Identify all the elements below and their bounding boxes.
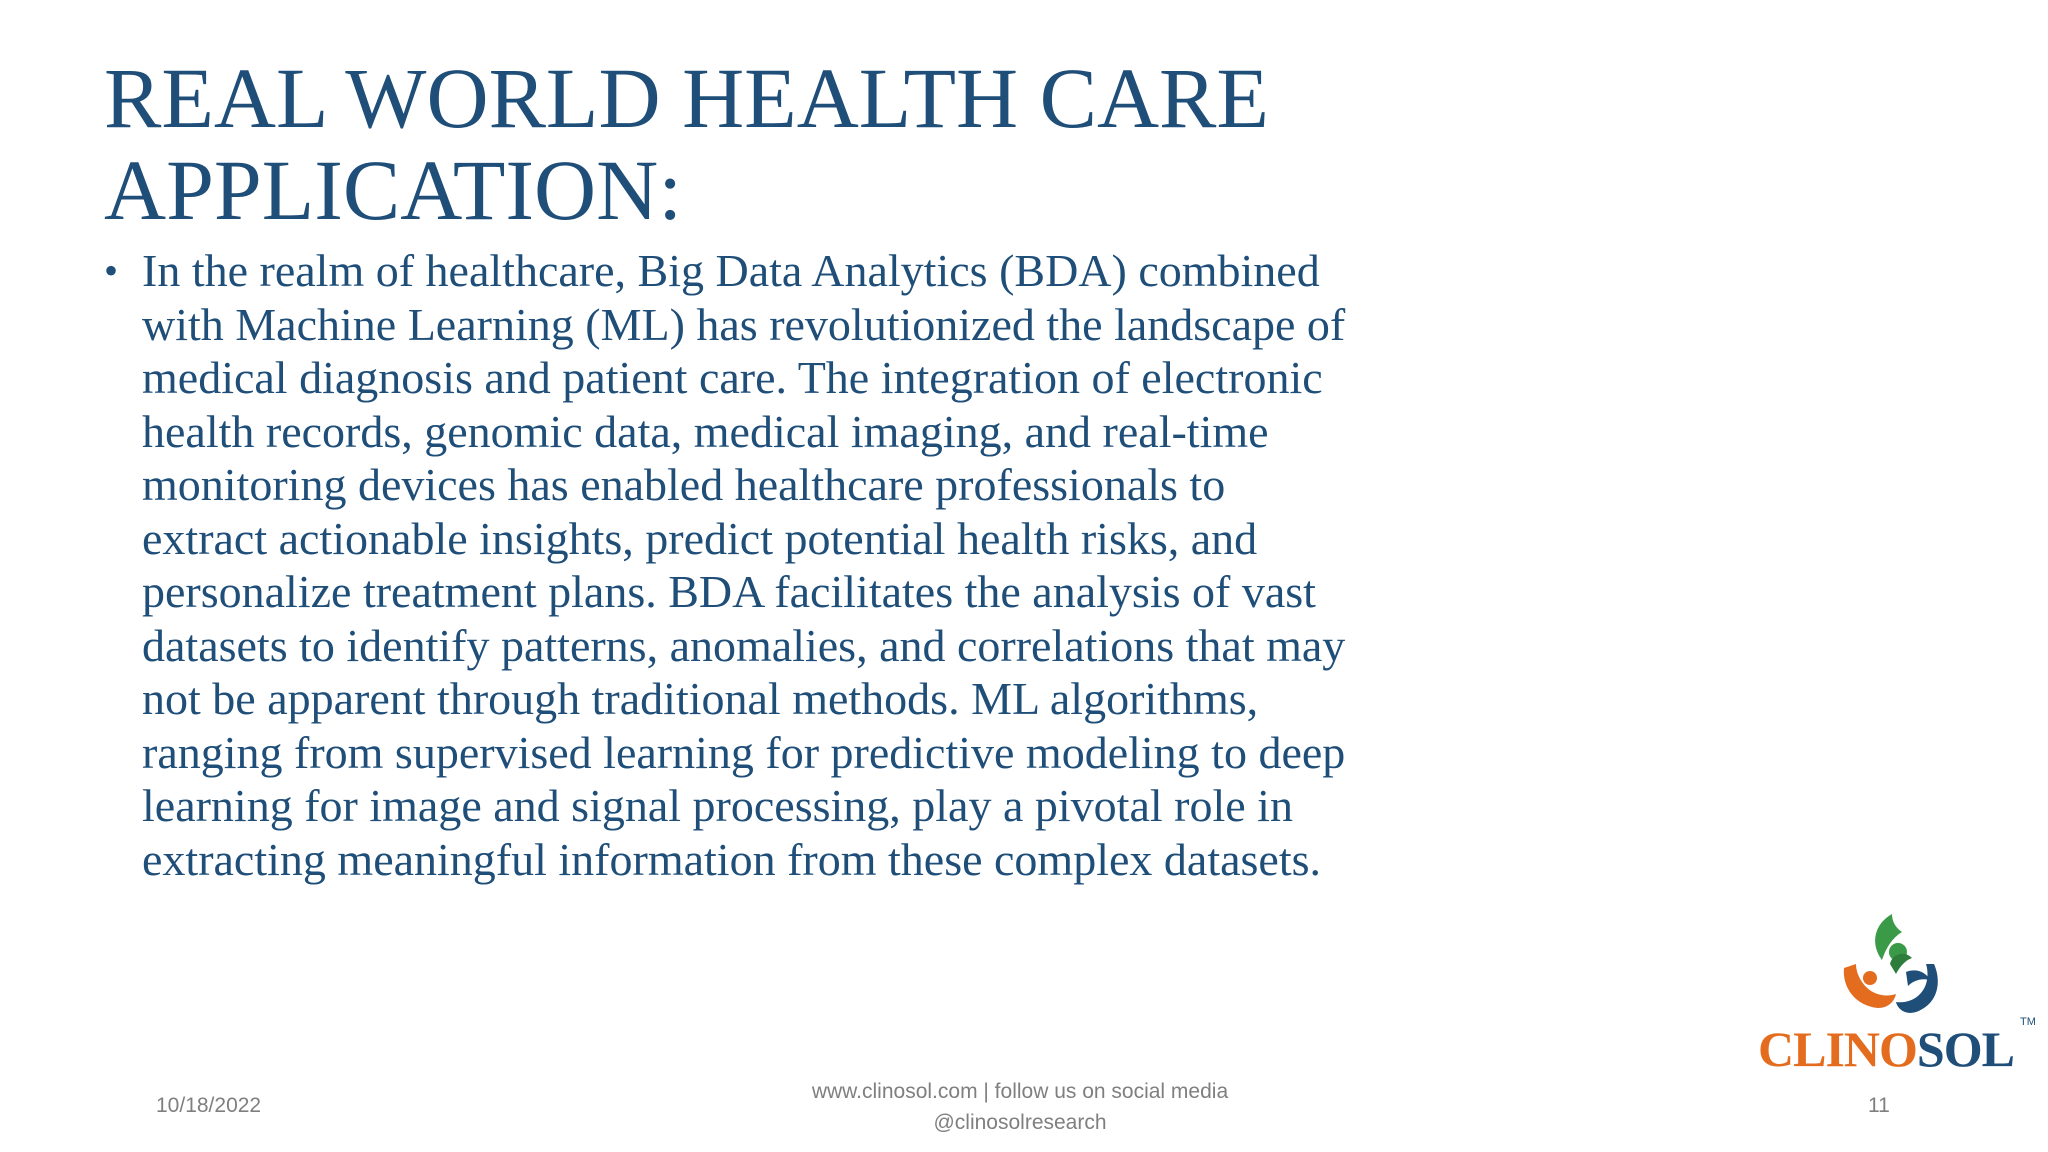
slide-title: [104, 52, 1504, 236]
footer-date: 10/18/2022: [156, 1094, 262, 1117]
clinosol-hands-leaf-icon: [1830, 908, 1960, 1020]
bullet-line-1: In the realm of healthcare, Big Data Analytics (BDA) combined: [142, 245, 1320, 296]
bullet-line-2: with Machine Learning (ML) has revolutionized the landscape of: [142, 298, 1346, 350]
bullet-line-7: personalize treatment plans. BDA facilitates the analysis of vast: [142, 566, 1316, 617]
footer-center-text: [640, 1076, 1400, 1138]
slide-title-line-1: REAL WORLD HEALTH CARE: [104, 50, 1269, 146]
bullet-line-3: medical diagnosis and patient care. The integration of electronic: [142, 352, 1323, 403]
bullet-list: [104, 244, 1524, 886]
bullet-item: [104, 244, 1524, 886]
bullet-line-10: ranging from supervised learning for predictive modeling to deep: [142, 726, 1346, 778]
slide-title-line-2: APPLICATION:: [104, 142, 683, 238]
logo-trademark: TM: [2020, 1016, 2036, 1028]
bullet-dot-icon: •: [104, 248, 119, 293]
bullet-line-8: datasets to identify patterns, anomalies, and correlations that may: [142, 619, 1346, 671]
footer-handle-line: @clinosolresearch: [933, 1111, 1107, 1134]
footer-page-number: 11: [1868, 1094, 1890, 1117]
bullet-line-5: monitoring devices has enabled healthcare professionals to: [142, 459, 1226, 510]
logo-wordmark: [1758, 1020, 2014, 1078]
footer-website-line: www.clinosol.com | follow us on social media: [811, 1080, 1229, 1103]
bullet-line-12: extracting meaningful information from these complex datasets.: [142, 833, 1322, 885]
bullet-text: [142, 244, 1524, 886]
bullet-line-6: extract actionable insights, predict potential health risks, and: [142, 512, 1258, 564]
clinosol-logo: [1752, 908, 2042, 1078]
logo-word-part1: CLINO: [1758, 1021, 1917, 1077]
bullet-line-11: learning for image and signal processing, play a pivotal role in: [142, 780, 1293, 831]
bullet-line-4: health records, genomic data, medical imaging, and real-time: [142, 405, 1269, 457]
bullet-line-9: not be apparent through traditional methods. ML algorithms,: [142, 673, 1259, 724]
logo-word-part2: SOL: [1916, 1021, 2014, 1077]
